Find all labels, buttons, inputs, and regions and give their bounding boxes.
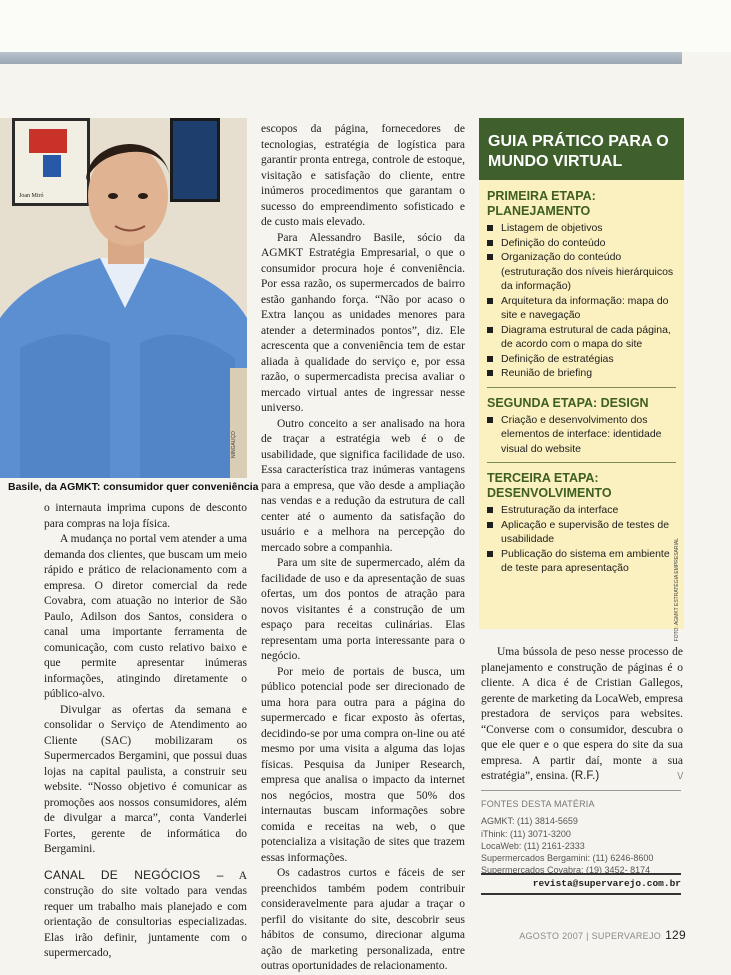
article-column-1 xyxy=(44,501,247,962)
paragraph: Outro conceito a ser analisado na hora de traçar a estratégia web é o de usabilidade, que significa facilidade de uso. Essa característica traz inúmeras vantagens para a empresa, que vão desde a ampliação nas vendas e a redução da estrutura de call center até o aumento da satisfação do usuário e a melhora na percepção do mercado sobre a companhia. xyxy=(261,417,465,554)
section-subhead: CANAL DE NEGÓCIOS – xyxy=(44,867,224,882)
paragraph: Para Alessandro Basile, sócio da AGMKT Estratégia Empresarial, o que o consumidor procura hoje é conveniência. Por essa razão, os supermercados de bairro estão ganhando força. “Não por acaso o Extra lançou as unidades menores para atender a determinados pontos”, diz. Ele acrescenta que a conveniência tem de estar aliada à qualidade do serviço e, por essa razão, o supermercadista precisa avaliar o mercado virtual antes de ingressar nesse universo. xyxy=(261,231,465,414)
bullet-icon xyxy=(487,507,493,513)
stage-title: PRIMEIRA ETAPA: PLANEJAMENTO xyxy=(487,189,596,218)
bullet-icon xyxy=(487,225,493,231)
person-illustration xyxy=(0,118,247,478)
stage-list xyxy=(479,221,684,381)
guide-credit: FOTO: AGMKT ESTRATÉGIA EMPRESARIAL xyxy=(674,538,680,642)
guide-sidebar xyxy=(479,118,684,642)
stage-title: SEGUNDA ETAPA: DESIGN xyxy=(487,395,649,410)
bullet-icon xyxy=(487,370,493,376)
list-item: Arquitetura da informação: mapa do site e navegação xyxy=(487,294,678,323)
stage-list xyxy=(479,503,684,576)
source-line: iThink: (11) 3071-3200 xyxy=(481,828,571,839)
bullet-icon xyxy=(487,327,493,333)
source-line: AGMKT: (11) 3814-5659 xyxy=(481,816,578,827)
portrait-photo xyxy=(0,118,247,478)
list-item: Definição do conteúdo xyxy=(487,236,678,251)
author-signature: (R.F.) xyxy=(571,770,600,782)
paragraph-with-subhead xyxy=(44,868,247,962)
end-mark-icon: \/ xyxy=(677,771,683,782)
top-margin xyxy=(0,0,731,52)
divider xyxy=(487,462,676,463)
sources-box xyxy=(481,790,681,877)
paragraph: Por meio de portais de busca, um público potencial pode ser direcionado de uma hora para outra para a página do supermercado e ficar exposto às ofertas, decidindo-se por uma compra on-line ou até mesmo por uma visita a alguma das lojas físicas. Pesquisa da Juniper Research, empresa que analisa o impacto da internet nos negócios, mostra que 50% dos internautas buscam informações sobre comida e receitas na web, o que potencializa a visitação de sites que trazem essas informações. xyxy=(261,665,465,864)
guide-title: GUIA PRÁTICO PARA O MUNDO VIRTUAL xyxy=(479,118,684,180)
divider xyxy=(487,387,676,388)
article-column-2 xyxy=(261,122,465,975)
bullet-icon xyxy=(487,356,493,362)
list-item: Listagem de objetivos xyxy=(487,221,678,236)
paragraph: Os cadastros curtos e fáceis de ser preenchidos também podem contribuir consideravelmente para ajudar a traçar o perfil do visitante do site, descobrir seus hábitos de consumo, direcionar alguma ação de marketing personalizada, entre outras oportunidades de relacionamento. xyxy=(261,867,465,972)
bullet-icon xyxy=(487,417,493,423)
photo-caption: Basile, da AGMKT: consumidor quer conveniência xyxy=(8,481,259,493)
bullet-icon xyxy=(487,298,493,304)
list-item: Diagrama estrutural de cada página, de acordo com o mapa do site xyxy=(487,323,678,352)
paragraph: o internauta imprima cupons de desconto para compras na loja física. xyxy=(44,502,247,530)
paragraph: Para um site de supermercado, além da facilidade de uso e da apresentação de suas ofertas, um dos pontos de atração para novos visitantes é a construção de um espaço para receitas culinárias. Elas representam uma porta interessante para o negócio. xyxy=(261,557,465,662)
page-footer xyxy=(480,928,686,942)
source-line: Supermercados Bergamini: (11) 6246-8600 xyxy=(481,853,654,864)
stage-title: TERCEIRA ETAPA: DESENVOLVIMENTO xyxy=(487,471,612,500)
list-item: Definição de estratégias xyxy=(487,352,678,367)
source-line: Supermercados Covabra: (19) 3452- 8174 xyxy=(481,865,651,876)
list-item: Estruturação da interface xyxy=(487,503,678,518)
list-item: Aplicação e supervisão de testes de usabilidade xyxy=(487,518,678,547)
contact-email: revista@supervarejo.com.br xyxy=(481,873,681,895)
stage-list xyxy=(479,413,684,457)
paragraph: escopos da página, fornecedores de tecnologias, estratégia de logística para garantir pronta entrega, controle de estoque, visitação e satisfação do cliente, entre inúmeros procedimentos que garantam o sucesso do empreendimento sofisticado e de custo mais elevado. xyxy=(261,123,465,228)
list-item: Publicação do sistema em ambiente de teste para apresentação xyxy=(487,547,678,576)
paragraph: Uma bússola de peso nesse processo de planejamento e construção de páginas é o cliente. A dica é de Cristian Gallegos, gerente de marketing da LocaWeb, empresa prestadora de serviços para websites. “Converse com o consumidor, descubra o que ele quer e o que espera do site da sua empresa. A partir daí, monte a sua estratégia”, ensina. (R.F.) \/ xyxy=(481,645,683,785)
bullet-icon xyxy=(487,522,493,528)
list-item: Criação e desenvolvimento dos elementos de interface: identidade visual do website xyxy=(487,413,678,457)
bullet-icon xyxy=(487,551,493,557)
sources-title: FONTES DESTA MATÉRIA xyxy=(481,799,595,809)
paragraph: A mudança no portal vem atender a uma demanda dos clientes, que buscam um meio rápido e prático de relacionamento com a empresa. O diretor comercial da rede Covabra, com atuação no interior de São Paulo, Adilson dos Santos, considera o canal uma importante ferramenta de comunicação, com custo relativo baixo e que permite apresentar inúmeras informações, atingindo diretamente o público-alvo. xyxy=(44,533,247,700)
footer-text: AGOSTO 2007 | SUPERVAREJO xyxy=(519,931,662,941)
bullet-icon xyxy=(487,240,493,246)
paragraph: Divulgar as ofertas da semana e consolidar o Serviço de Atendimento ao Cliente (SAC) mobilizaram os Supermercados Bergamini, que possui duas lojas na capital paulista, a construir seu website. “Nosso objetivo é comunicar as promoções aos nossos consumidores, além de divulgar a marca”, conta Vanderlei Fortes, gerente de informática do Bergamini. xyxy=(44,703,247,855)
list-item: Organização do conteúdo (estruturação dos níveis hierárquicos da informação) xyxy=(487,250,678,294)
list-item: Reunião de briefing xyxy=(487,366,678,381)
paragraph-text: A construção do site voltado para vendas requer um trabalho mais planejado e com orientação de consultorias especializadas. Elas irão definir, juntamente com o supermercado, xyxy=(44,869,248,959)
header-rule xyxy=(0,52,682,64)
article-column-3 xyxy=(481,645,683,785)
photo-credit: NINGAUÇO xyxy=(231,431,237,458)
bullet-icon xyxy=(487,254,493,260)
page-number: 129 xyxy=(665,928,686,942)
source-line: LocaWeb: (11) 2161-2333 xyxy=(481,840,585,851)
poster-text: Joan Miró xyxy=(19,193,44,199)
